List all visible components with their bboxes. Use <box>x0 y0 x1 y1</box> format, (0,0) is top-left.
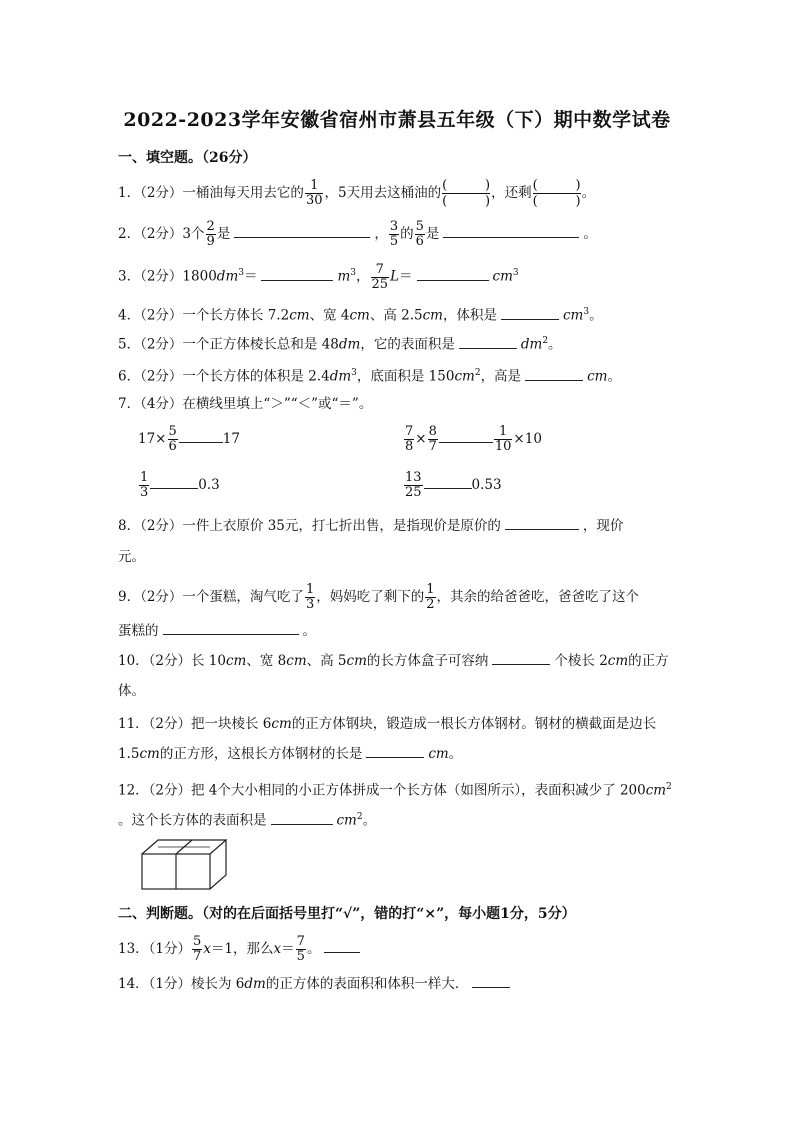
question-11: 11．（2分）把一块棱长 6cm的正方体钢块，锻造成一根长方体钢材。钢材的横截面是边长 <box>118 716 657 732</box>
question-10: 10．（2分）长 10cm、宽 8cm、高 5cm的长方体盒子可容纳 个棱长 2cm的正方 <box>118 650 669 672</box>
answer-blank[interactable] <box>501 305 559 320</box>
answer-blank[interactable] <box>525 366 583 381</box>
compare-blank[interactable] <box>179 428 223 443</box>
answer-blank[interactable] <box>459 334 517 349</box>
compare-item-3: $\frac{1}{3}$ 0.3 <box>140 470 220 500</box>
answer-blank[interactable] <box>417 266 489 281</box>
fraction: $\frac{1}{2}$ <box>426 582 435 612</box>
page-title: 2022-2023学年安徽省宿州市萧县五年级（下）期中数学试卷 <box>123 109 671 131</box>
compare-blank[interactable] <box>424 474 472 489</box>
question-6: 6．（2分）一个长方体的体积是 $2.4dm^3$，底面积是 $150cm^2$，高是 cm。 <box>118 362 621 388</box>
compare-blank[interactable] <box>150 474 198 489</box>
question-13: 13．（1分） $\frac{5}{7}$ x＝1，那么x＝ $\frac{7}{5}$ 。 <box>118 935 364 964</box>
question-12-cont: 。这个长方体的表面积是 $cm^2$。 <box>118 806 376 832</box>
fraction: $\frac{5}{6}$ <box>168 424 177 454</box>
fraction: $\frac{1}{10}$ <box>494 424 512 454</box>
fraction: $\frac{13}{25}$ <box>405 470 422 500</box>
answer-blank[interactable] <box>163 620 299 635</box>
fraction: $\frac{3}{5}$ <box>389 219 399 249</box>
answer-blank[interactable] <box>271 810 333 825</box>
fraction: $\frac{1}{3}$ <box>140 470 149 500</box>
section-true-false-heading: 二、判断题。（对的在后面括号里打“√”，错的打“×”，每小题1分，5分） <box>118 906 576 922</box>
answer-blank[interactable] <box>366 743 424 758</box>
question-9-cont: 蛋糕的 。 <box>118 620 316 642</box>
fraction: $\frac{7}{8}$ <box>405 424 414 454</box>
question-8-cont: 元。 <box>118 549 145 565</box>
question-3: 3．（2分）$1800dm^3= m^3$， $\frac{7}{25}$ $L= cm^3$ <box>118 261 519 292</box>
question-9: 9．（2分）一个蛋糕，淘气吃了 $\frac{1}{3}$ ，妈妈吃了剩下的 $\frac{1}{2}$ ，其余的给爸爸吃，爸爸吃了这个 <box>118 582 639 612</box>
question-5: 5．（2分）一个正方体棱长总和是 48dm，它的表面积是 $dm^2$。 <box>118 330 562 356</box>
fraction: $\frac{1}{3}$ <box>305 582 315 612</box>
question-1: 1．（2分）一桶油每天用去它的 $\frac{1}{30}$ ，5天用去这桶油的 ( ) ( ) ，还剩 ( ) ( ) 。 <box>118 178 596 209</box>
question-12: 12．（2分）把 4个大小相同的小正方体拼成一个长方体（如图所示），表面积减少了 $200cm^2$ <box>118 782 672 799</box>
fraction: $\frac{2}{9}$ <box>206 219 215 249</box>
answer-blank[interactable] <box>261 266 333 281</box>
compare-blank[interactable] <box>439 428 493 443</box>
compare-item-2: $\frac{7}{8}$ × $\frac{8}{7}$ $\frac{1}{10}$ ×10 <box>405 424 542 454</box>
fraction: $\frac{7}{25}$ <box>371 261 389 292</box>
cuboid-figure <box>138 835 238 895</box>
question-7: 7．（4分）在横线里填上“＞”“＜”或“＝”。 <box>118 396 373 412</box>
question-11-cont: 1.5cm的正方形，这根长方体钢材的长是 cm。 <box>118 743 462 765</box>
fraction: $\frac{8}{7}$ <box>428 424 437 454</box>
answer-fraction-blank[interactable]: ( ) ( ) <box>532 178 581 209</box>
section-fill-blank-heading: 一、填空题。（26分） <box>118 150 257 166</box>
answer-blank[interactable] <box>443 223 579 238</box>
answer-blank[interactable] <box>492 650 550 665</box>
fraction: $\frac{1}{30}$ <box>305 178 323 208</box>
judge-blank[interactable] <box>324 938 360 953</box>
fraction: $\frac{5}{7}$ <box>193 934 202 964</box>
answer-blank[interactable] <box>505 515 579 530</box>
question-10-cont: 体。 <box>118 683 145 699</box>
answer-fraction-blank[interactable]: ( ) ( ) <box>442 178 491 209</box>
compare-item-4: $\frac{13}{25}$ 0.53 <box>405 470 502 500</box>
answer-blank[interactable] <box>234 223 370 238</box>
question-8: 8．（2分）一件上衣原价 35元，打七折出售，是指现价是原价的 ，现价 <box>118 515 623 537</box>
question-4: 4．（2分）一个长方体长 7.2cm、宽 4cm、高 2.5cm，体积是 $cm^3$。 <box>118 301 603 327</box>
fraction: $\frac{5}{6}$ <box>415 219 424 249</box>
question-2: 2．（2分）3个 $\frac{2}{9}$ 是 ， $\frac{3}{5}$ 的 $\frac{5}{6}$ 是 。 <box>118 219 597 249</box>
judge-blank[interactable] <box>472 973 510 988</box>
fraction: $\frac{7}{5}$ <box>296 934 305 964</box>
question-14: 14．（1分）棱长为 6dm的正方体的表面积和体积一样大． <box>118 973 514 995</box>
compare-item-1: 17× $\frac{5}{6}$ 17 <box>138 424 240 454</box>
